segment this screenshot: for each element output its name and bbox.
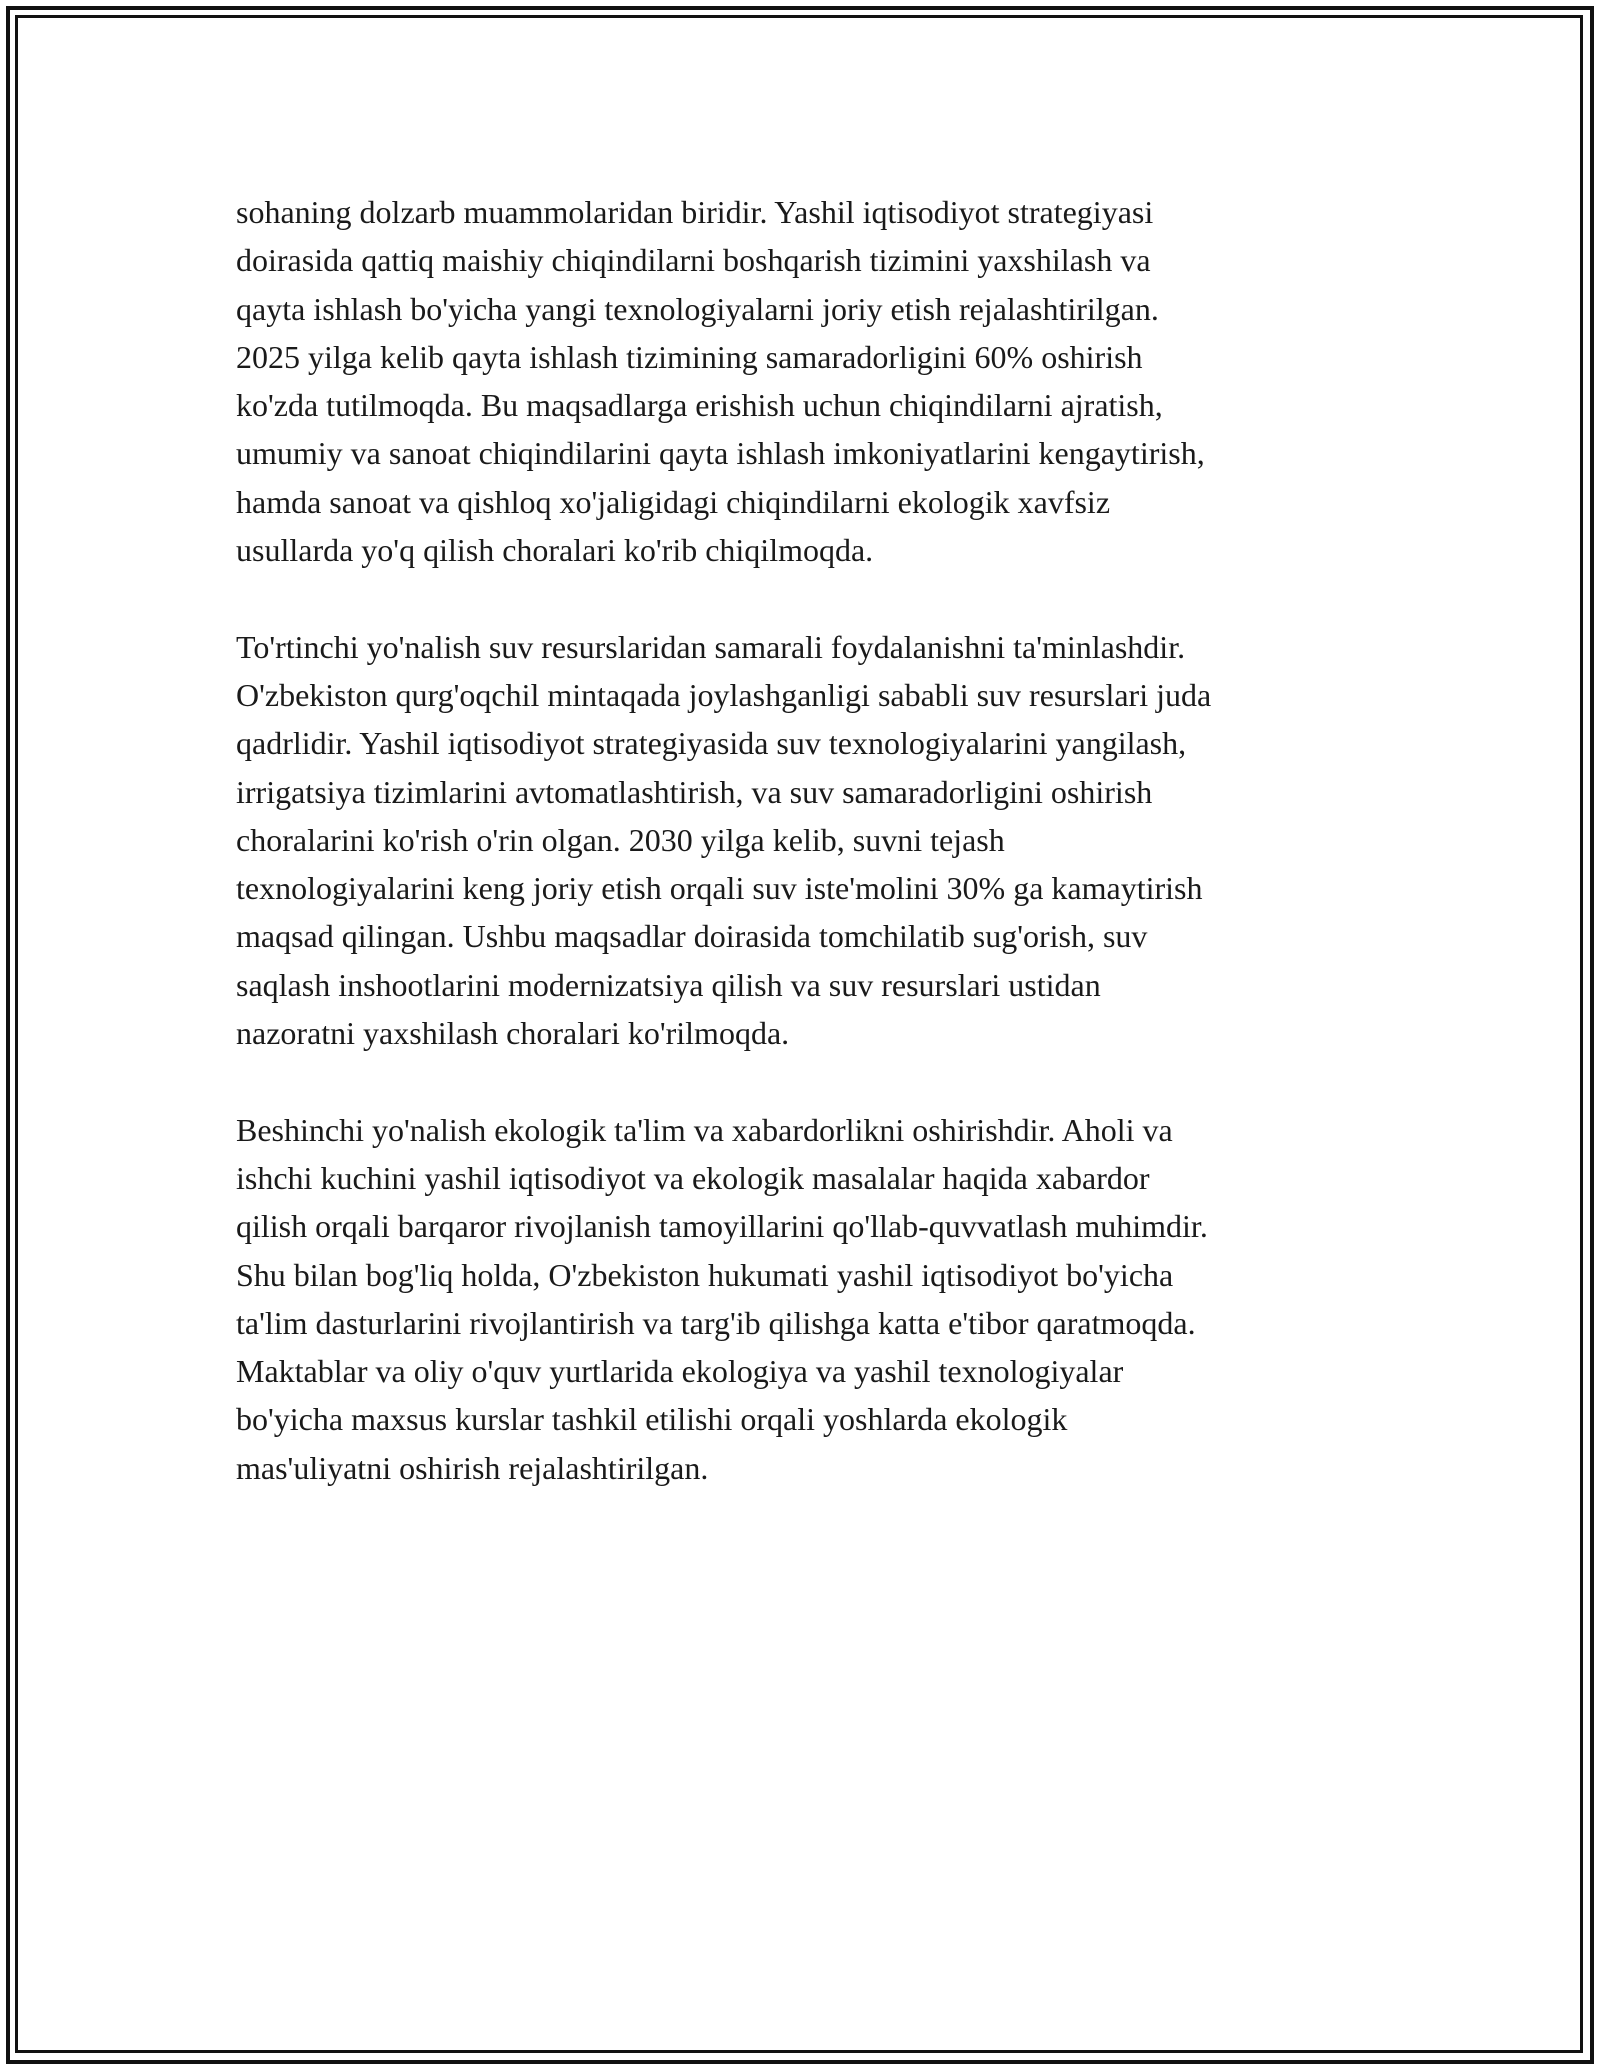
text-line: qilish orqali barqaror rivojlanish tamoyillarini qo'llab-quvvatlash muhimdir. bbox=[236, 1208, 1208, 1245]
text-line: doirasida qattiq maishiy chiqindilarni boshqarish tizimini yaxshilash va bbox=[236, 242, 1151, 279]
text-line: Maktablar va oliy o'quv yurtlarida ekologiya va yashil texnologiyalar bbox=[236, 1353, 1124, 1390]
text-line: bo'yicha maxsus kurslar tashkil etilishi orqali yoshlarda ekologik bbox=[236, 1401, 1068, 1438]
text-line: O'zbekiston qurg'oqchil mintaqada joylashganligi sababli suv resurslari juda bbox=[236, 676, 1212, 713]
text-line: usullarda yo'q qilish choralari ko'rib chiqilmoqda. bbox=[236, 532, 874, 569]
text-line: ko'zda tutilmoqda. Bu maqsadlarga erishish uchun chiqindilarni ajratish, bbox=[236, 387, 1163, 424]
text-line: choralarini ko'rish o'rin olgan. 2030 yilga kelib, suvni tejash bbox=[236, 821, 1005, 858]
text-line: nazoratni yaxshilash choralari ko'rilmoqda. bbox=[236, 1015, 790, 1052]
paragraph-waste-management bbox=[236, 188, 1376, 574]
paragraph-ecological-education bbox=[236, 1106, 1376, 1492]
text-line: ishchi kuchini yashil iqtisodiyot va ekologik masalalar haqida xabardor bbox=[236, 1159, 1150, 1196]
text-line: umumiy va sanoat chiqindilarini qayta ishlash imkoniyatlarini kengaytirish, bbox=[236, 435, 1205, 472]
text-line: qayta ishlash bo'yicha yangi texnologiyalarni joriy etish rejalashtirilgan. bbox=[236, 290, 1159, 327]
text-line: saqlash inshootlarini modernizatsiya qilish va suv resurslari ustidan bbox=[236, 966, 1101, 1003]
text-line: Beshinchi yo'nalish ekologik ta'lim va xabardorlikni oshirishdir. Aholi va bbox=[236, 1111, 1173, 1148]
text-line: 2025 yilga kelib qayta ishlash tizimining samaradorligini 60% oshirish bbox=[236, 338, 1143, 375]
text-line: hamda sanoat va qishloq xo'jaligidagi chiqindilarni ekologik xavfsiz bbox=[236, 483, 1111, 520]
paragraph-water-resources bbox=[236, 623, 1376, 1058]
text-line: ta'lim dasturlarini rivojlantirish va targ'ib qilishga katta e'tibor qaratmoqda. bbox=[236, 1304, 1196, 1341]
text-line: Shu bilan bog'liq holda, O'zbekiston hukumati yashil iqtisodiyot bo'yicha bbox=[236, 1256, 1174, 1293]
text-line: sohaning dolzarb muammolaridan biridir. Yashil iqtisodiyot strategiyasi bbox=[236, 194, 1154, 230]
text-line: To'rtinchi yo'nalish suv resurslaridan samarali foydalanishni ta'minlashdir. bbox=[236, 628, 1186, 665]
text-line: texnologiyalarini keng joriy etish orqali suv iste'molini 30% ga kamaytirish bbox=[236, 870, 1203, 907]
document-body bbox=[236, 188, 1376, 1540]
text-line: irrigatsiya tizimlarini avtomatlashtirish, va suv samaradorligini oshirish bbox=[236, 773, 1153, 810]
text-line: qadrlidir. Yashil iqtisodiyot strategiyasida suv texnologiyalarini yangilash, bbox=[236, 725, 1187, 762]
text-line: mas'uliyatni oshirish rejalashtirilgan. bbox=[236, 1449, 709, 1486]
text-line: maqsad qilingan. Ushbu maqsadlar doirasida tomchilatib sug'orish, suv bbox=[236, 918, 1148, 955]
